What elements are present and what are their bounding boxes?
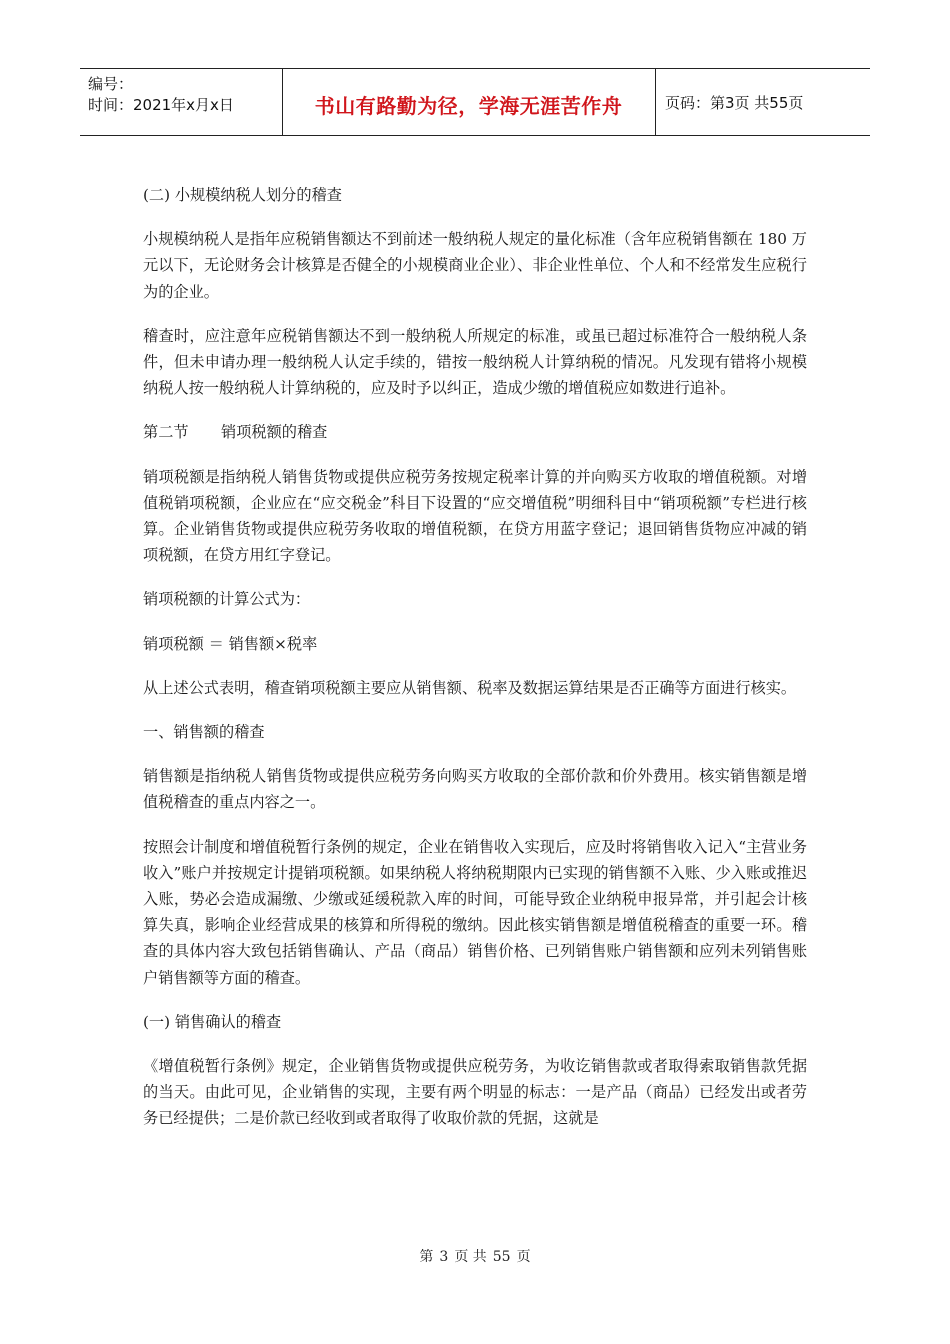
- footer-prefix: 第: [419, 1249, 434, 1265]
- paragraph: 从上述公式表明，稽查销项税额主要应从销售额、税率及数据运算结果是否正确等方面进行核实。: [143, 678, 797, 697]
- subsection-heading: (一) 销售确认的稽查: [143, 1012, 282, 1031]
- subsection-heading: (二) 小规模纳税人划分的稽查: [143, 186, 342, 204]
- header-divider-right: [655, 68, 656, 136]
- header-page-info: 页码：第3页 共55页: [665, 94, 804, 112]
- header-meta: [88, 74, 234, 116]
- paragraph: 销售额是指纳税人销售货物或提供应税劳务向购买方收取的全部价款和价外费用。核实销售额是增值税稽查的重点内容之一。: [143, 767, 807, 812]
- paragraph: 《增值税暂行条例》规定，企业销售货物或提供应税劳务，为收讫销售款或者取得索取销售款凭据的当天。由此可见，企业销售的实现，主要有两个明显的标志：一是产品（商品）已经发出或者劳务已经提供；二是价款已经收到或者取得了收取价款的凭据，这就是: [143, 1057, 807, 1128]
- header-top-rule: [80, 68, 870, 69]
- header-motto: 书山有路勤为径，学海无涯苦作舟: [314, 94, 623, 118]
- section-title: 销项税额的稽查: [221, 423, 328, 442]
- formula-intro: 销项税额的计算公式为：: [143, 590, 311, 609]
- page-header: [80, 68, 870, 136]
- footer-mid: 页 共: [454, 1249, 487, 1265]
- footer-suffix: 页: [516, 1249, 531, 1265]
- paragraph: 销项税额是指纳税人销售货物或提供应税劳务按规定税率计算的并向购买方收取的增值税额。对增值税销项税额，企业应在“应交税金”科目下设置的“应交增值税”明细科目中“销项税额”专栏进行核算。企业销售货物或提供应税劳务收取的增值税额，在贷方用蓝字登记；退回销售货物应冲减的销项税额，在贷方用红字登记。: [143, 467, 807, 565]
- footer-page-total: 55: [492, 1249, 511, 1265]
- document-date: 时间：2021年x月x日: [88, 96, 234, 114]
- paragraph: 小规模纳税人是指年应税销售额达不到前述一般纳税人规定的量化标准（含年应税销售额在 180 万元以下，无论财务会计核算是否健全的小规模商业企业）、非企业性单位、个人和不经常发生应税行为的企业。: [143, 230, 807, 301]
- document-body: [143, 182, 807, 1132]
- formula: 销项税额 ＝ 销售额×税率: [143, 634, 318, 653]
- paragraph: 按照会计制度和增值税暂行条例的规定，企业在销售收入实现后，应及时将销售收入记入“主营业务收入”账户并按规定计提销项税额。如果纳税人将纳税期限内已实现的销售额不入账、少入账或推迟入账，势必会造成漏缴、少缴或延缓税款入库的时间，可能导致企业纳税申报异常，并引起会计核算失真，影响企业经营成果的核算和所得税的缴纳。因此核实销售额是增值税稽查的重要一环。稽查的具体内容大致包括销售确认、产品（商品）销售价格、已列销售账户销售额和应列未列销售账户销售额等方面的稽查。: [143, 837, 807, 987]
- paragraph: 稽查时，应注意年应税销售额达不到一般纳税人所规定的标准，或虽已超过标准符合一般纳税人条件，但未申请办理一般纳税人认定手续的，错按一般纳税人计算纳税的情况。凡发现有错将小规模纳税人按一般纳税人计算纳税的，应及时予以纠正，造成少缴的增值税应如数进行追补。: [143, 326, 807, 398]
- subsection-heading: 一、销售额的稽查: [143, 723, 265, 742]
- footer-page-number: 3: [439, 1249, 449, 1265]
- section-number: 第二节: [143, 423, 189, 442]
- document-number-label: 编号：: [88, 75, 134, 93]
- page-footer: [0, 1246, 950, 1266]
- section-heading: [143, 419, 807, 445]
- header-bottom-rule: [80, 135, 870, 136]
